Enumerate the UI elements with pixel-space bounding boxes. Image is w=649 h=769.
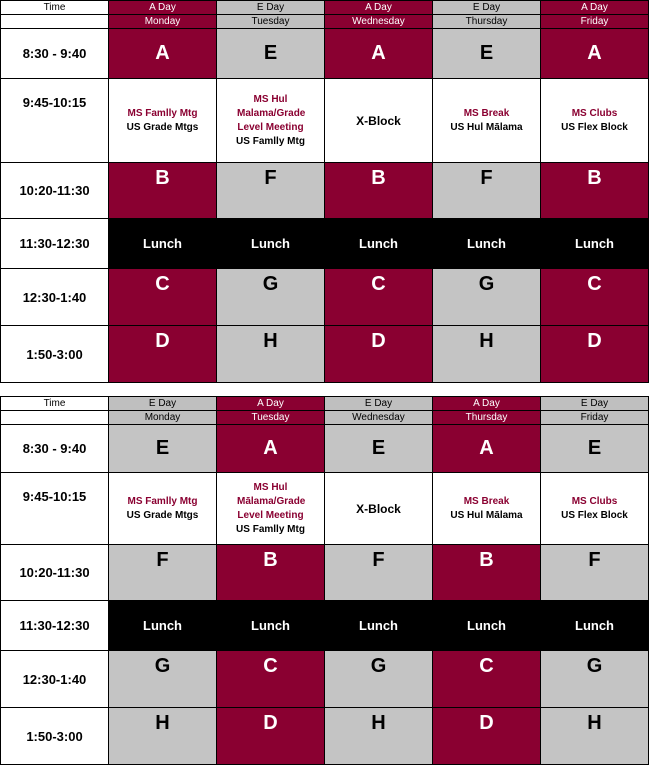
block-cell: A (217, 425, 325, 473)
ms-activity: MS Clubs (571, 107, 618, 119)
block-cell: A (433, 425, 541, 473)
period-row-6 (1, 326, 649, 383)
day-name-thursday: Thursday (433, 411, 541, 425)
blank-header (1, 15, 109, 29)
block-cell: C (109, 269, 217, 326)
block-cell: H (325, 708, 433, 765)
block-cell: A (325, 29, 433, 79)
activity-cell (325, 79, 433, 163)
period-row-1 (1, 29, 649, 79)
ms-activity: MS Hul Malama/Grade Level Meeting (237, 93, 306, 133)
day-type-monday: E Day (109, 397, 217, 411)
day-type-tuesday: E Day (217, 1, 325, 15)
day-name-tuesday: Tuesday (217, 15, 325, 29)
block-cell: E (217, 29, 325, 79)
block-cell: G (217, 269, 325, 326)
day-type-friday: A Day (541, 1, 649, 15)
block-cell: E (541, 425, 649, 473)
time-label: 1:50-3:00 (1, 708, 109, 765)
us-activity: US Famlly Mtg (236, 523, 305, 535)
lunch-cell: Lunch (541, 219, 649, 269)
day-type-tuesday: A Day (217, 397, 325, 411)
lunch-cell: Lunch (325, 219, 433, 269)
us-activity: US Famlly Mtg (236, 135, 305, 147)
day-name-tuesday: Tuesday (217, 411, 325, 425)
day-type-row (1, 1, 649, 15)
x-block-label: X-Block (356, 501, 401, 516)
lunch-row (1, 601, 649, 651)
day-name-friday: Friday (541, 411, 649, 425)
period-row-1 (1, 425, 649, 473)
block-cell: E (325, 425, 433, 473)
block-cell: C (325, 269, 433, 326)
block-cell: B (433, 545, 541, 601)
day-type-monday: A Day (109, 1, 217, 15)
block-cell: G (325, 651, 433, 708)
us-activity: US Hul Mālama (450, 509, 523, 521)
lunch-cell: Lunch (217, 219, 325, 269)
us-activity: US Grade Mtgs (126, 509, 199, 521)
day-type-thursday: E Day (433, 1, 541, 15)
week1-schedule-table (0, 0, 649, 383)
period-row-5 (1, 269, 649, 326)
block-cell: C (217, 651, 325, 708)
block-cell: C (433, 651, 541, 708)
activity-cell (109, 473, 217, 545)
us-activity: US Flex Block (561, 509, 628, 521)
lunch-cell: Lunch (433, 601, 541, 651)
lunch-cell: Lunch (433, 219, 541, 269)
day-type-thursday: A Day (433, 397, 541, 411)
block-cell: F (433, 163, 541, 219)
block-cell: B (217, 545, 325, 601)
day-type-friday: E Day (541, 397, 649, 411)
block-cell: A (541, 29, 649, 79)
period-row-5 (1, 651, 649, 708)
block-cell: G (433, 269, 541, 326)
block-cell: D (109, 326, 217, 383)
period-row-6 (1, 708, 649, 765)
lunch-cell: Lunch (109, 601, 217, 651)
ms-activity: MS Break (463, 107, 510, 119)
block-cell: H (433, 326, 541, 383)
time-label: 11:30-12:30 (1, 219, 109, 269)
period-row-2 (1, 79, 649, 163)
day-name-row (1, 15, 649, 29)
time-label: 10:20-11:30 (1, 545, 109, 601)
day-type-row (1, 397, 649, 411)
blank-header (1, 411, 109, 425)
block-cell: H (217, 326, 325, 383)
block-cell: G (109, 651, 217, 708)
day-name-wednesday: Wednesday (325, 411, 433, 425)
block-cell: D (325, 326, 433, 383)
activity-cell (541, 79, 649, 163)
time-header: Time (1, 1, 109, 15)
lunch-row (1, 219, 649, 269)
ms-activity: MS Famlly Mtg (127, 495, 198, 507)
block-cell: F (325, 545, 433, 601)
ms-activity: MS Famlly Mtg (127, 107, 198, 119)
day-type-wednesday: E Day (325, 397, 433, 411)
block-cell: G (541, 651, 649, 708)
period-row-3 (1, 163, 649, 219)
lunch-cell: Lunch (217, 601, 325, 651)
block-cell: D (541, 326, 649, 383)
block-cell: B (109, 163, 217, 219)
activity-cell (325, 473, 433, 545)
time-label: 8:30 - 9:40 (1, 425, 109, 473)
activity-cell (433, 79, 541, 163)
lunch-cell: Lunch (541, 601, 649, 651)
day-name-friday: Friday (541, 15, 649, 29)
time-label: 9:45-10:15 (1, 79, 109, 163)
time-label: 10:20-11:30 (1, 163, 109, 219)
time-label: 1:50-3:00 (1, 326, 109, 383)
day-type-wednesday: A Day (325, 1, 433, 15)
day-name-monday: Monday (109, 411, 217, 425)
lunch-cell: Lunch (109, 219, 217, 269)
block-cell: D (433, 708, 541, 765)
period-row-3 (1, 545, 649, 601)
time-label: 9:45-10:15 (1, 473, 109, 545)
lunch-cell: Lunch (325, 601, 433, 651)
block-cell: E (109, 425, 217, 473)
activity-cell (217, 473, 325, 545)
block-cell: D (217, 708, 325, 765)
day-name-row (1, 411, 649, 425)
us-activity: US Hul Mālama (450, 121, 523, 133)
week2-schedule-table (0, 396, 649, 765)
ms-activity: MS Hul Mālama/Grade Level Meeting (237, 481, 306, 521)
time-label: 8:30 - 9:40 (1, 29, 109, 79)
ms-activity: MS Clubs (571, 495, 618, 507)
time-header: Time (1, 397, 109, 411)
time-label: 12:30-1:40 (1, 269, 109, 326)
period-row-2 (1, 473, 649, 545)
activity-cell (433, 473, 541, 545)
x-block-label: X-Block (356, 113, 401, 128)
activity-cell (109, 79, 217, 163)
block-cell: C (541, 269, 649, 326)
time-label: 11:30-12:30 (1, 601, 109, 651)
day-name-monday: Monday (109, 15, 217, 29)
block-cell: A (109, 29, 217, 79)
activity-cell (217, 79, 325, 163)
block-cell: H (109, 708, 217, 765)
block-cell: F (217, 163, 325, 219)
us-activity: US Flex Block (561, 121, 628, 133)
day-name-wednesday: Wednesday (325, 15, 433, 29)
block-cell: E (433, 29, 541, 79)
block-cell: B (541, 163, 649, 219)
block-cell: F (109, 545, 217, 601)
time-label: 12:30-1:40 (1, 651, 109, 708)
block-cell: H (541, 708, 649, 765)
day-name-thursday: Thursday (433, 15, 541, 29)
ms-activity: MS Break (463, 495, 510, 507)
block-cell: B (325, 163, 433, 219)
us-activity: US Grade Mtgs (126, 121, 199, 133)
block-cell: F (541, 545, 649, 601)
activity-cell (541, 473, 649, 545)
